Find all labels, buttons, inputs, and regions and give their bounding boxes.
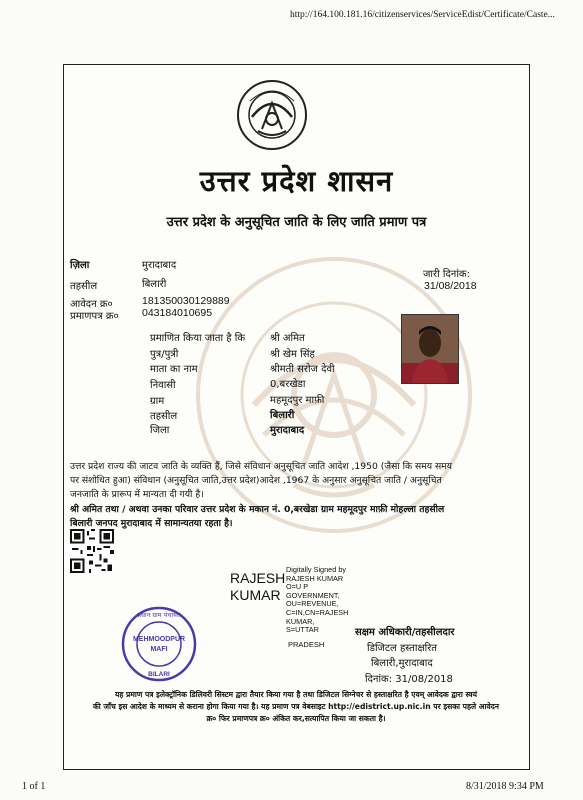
certificate-paragraph-line: श्री अमित तथा / अथवा उनका परिवार उत्तर प्रदेश के मकान नं. 0,बरखेडा ग्राम महमूदपुर माफ़ी मोहल्ला तहसील <box>70 504 445 515</box>
detail-value: श्री अमित <box>270 333 305 344</box>
district-value: मुरादाबाद <box>142 260 177 271</box>
print-page-indicator: 1 of 1 <box>22 781 46 792</box>
detail-label: तहसील <box>150 411 178 422</box>
stamp-ring-text: प्रधान ग्राम पंचायत <box>137 611 181 619</box>
certificate <box>63 64 530 770</box>
certificate-subtitle: उत्तर प्रदेश के अनुसूचित जाति के लिए जाति प्रमाण पत्र <box>166 215 427 230</box>
application-no-label: आवेदन क्र० <box>70 299 113 310</box>
signature-detail-line: Digitally Signed by <box>286 565 347 574</box>
issue-date-label: जारी दिनांक: <box>423 269 470 280</box>
signature-detail-line: GOVERNMENT, <box>286 590 340 600</box>
detail-label: ग्राम <box>150 396 165 407</box>
print-datetime: 8/31/2018 9:34 PM <box>466 781 544 792</box>
detail-label: निवासी <box>150 380 176 391</box>
certificate-no-value: 043184010695 <box>142 307 213 319</box>
certificate-paragraph-line: जनजाति के प्रारूप में मान्यता दी गयी है। <box>70 489 204 500</box>
signature-detail-line: KUMAR, <box>286 616 315 626</box>
stamp-center-top: MEHMOODPUR <box>132 636 186 643</box>
signature-detail-line: O=U P <box>286 582 309 592</box>
footer-line: क्र० फिर प्रमाणपत्र क्र० अंकित कर,सत्यापित किया जा सकता है। <box>206 714 386 723</box>
signature-detail-line: OU=REVENUE, <box>286 599 339 609</box>
detail-label: प्रमाणित किया जाता है कि <box>150 333 246 344</box>
signer-name-line: RAJESH <box>230 570 286 586</box>
signer-name <box>230 570 285 604</box>
signature-detail-line: C=IN,CN=RAJESH <box>286 607 349 617</box>
detail-value: महमूदपुर माफ़ी <box>270 395 325 406</box>
certificate-footer-note <box>70 689 522 725</box>
officer-sign-type: डिजिटल हस्ताक्षरित <box>367 642 437 654</box>
detail-value: मुरादाबाद <box>270 425 305 436</box>
person-photo-icon <box>402 315 458 383</box>
detail-value: 0,बरखेडा <box>270 379 306 390</box>
print-url: http://164.100.181.16/citizenservices/ServiceEdist/Certificate/Caste... <box>290 10 555 20</box>
tehsil-label: तहसील <box>70 281 98 292</box>
footer-line: यह प्रमाण पत्र इलेक्ट्रॉनिक डिलिवरी सिस्टम द्वारा तैयार किया गया है तथा डिजिटल सिग्नेचर से हस्ताक्षरित है एवम् आवेदक द्वारा स्वयं <box>114 690 478 699</box>
application-no-value: 181350030129889 <box>142 295 230 307</box>
detail-label: पुत्र/पुत्री <box>150 349 179 360</box>
signature-detail-line: RAJESH KUMAR <box>286 573 344 583</box>
certificate-title: उत्तर प्रदेश शासन <box>199 164 394 198</box>
stamp-center-bottom: MAFI <box>150 646 168 653</box>
certificate-paragraph-line: पर संशोधित हुआ) संविधान (अनुसूचित जाति,उत्तर प्रदेश)आदेश ,1967 के अनुसार अनुसूचित जाति / अनुसूचित <box>70 475 442 486</box>
applicant-photo <box>401 314 459 384</box>
detail-value: श्री खेम सिंह <box>270 349 315 360</box>
certificate-no-label: प्रमाणपत्र क्र० <box>70 311 119 322</box>
officer-designation: सक्षम अधिकारी/तहसीलदार <box>355 627 455 638</box>
detail-label: माता का नाम <box>150 364 198 375</box>
detail-value: श्रीमती सरोज देवी <box>270 364 335 375</box>
district-label: ज़िला <box>70 260 90 271</box>
gram-panchayat-stamp-icon <box>120 605 198 683</box>
officer-location: बिलारी,मुरादाबाद <box>371 658 433 669</box>
signer-name-line: KUMAR <box>230 587 281 603</box>
certificate-paragraph-line: बिलारी जनपद मुरादाबाद में सामान्यतया रहता है। <box>70 518 233 529</box>
signature-detail-line: S=UTTAR <box>286 625 319 635</box>
detail-label: जिला <box>150 425 170 436</box>
up-government-emblem-icon <box>236 79 308 151</box>
qr-code-icon <box>70 529 114 573</box>
officer-date: दिनांक: 31/08/2018 <box>365 673 453 685</box>
signature-state: PRADESH <box>288 640 325 649</box>
footer-line: की जाँच इस आदेश के माध्यम से कराना होगा किया गया है। यह प्रमाण पत्र वेबसाइट http://edistrict.up.nic.in पर इसका पहले आवेदन <box>92 702 500 711</box>
detail-value: बिलारी <box>270 410 295 421</box>
issue-date-value: 31/08/2018 <box>424 280 477 292</box>
certificate-paragraph-line: उत्तर प्रदेश राज्य की जाटव जाति के व्यक्ति हैं, जिसे संविधान अनुसूचित जाति आदेश ,1950 (जैसा कि समय समय <box>70 461 452 472</box>
officer-block <box>355 625 525 687</box>
tehsil-value: बिलारी <box>142 279 167 290</box>
stamp-bottom-text: BILARI <box>148 671 170 678</box>
